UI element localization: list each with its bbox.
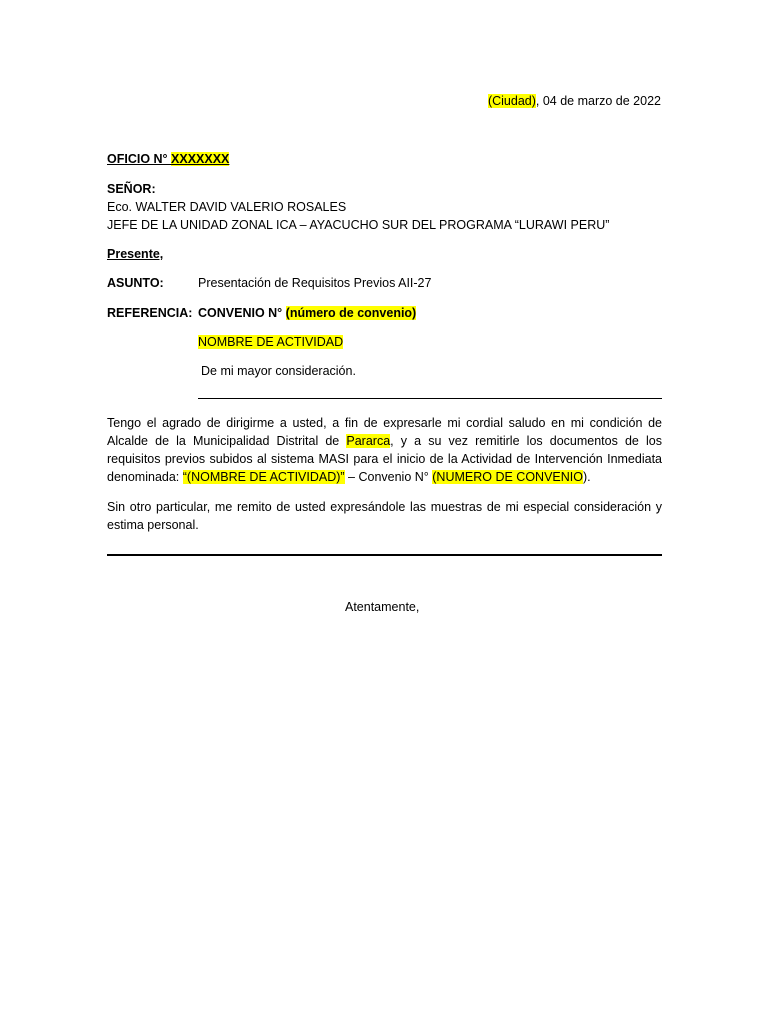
body-text: Tengo el agrado de dirigirme a usted, a fin de expresarle mi cordial saludo en mi condición de Alcalde de la Municipalidad Distrital de [107,416,662,448]
body-paragraph-1 [107,414,662,486]
referencia-actividad [198,334,343,350]
letter-salutation: De mi mayor consideración. [201,364,356,378]
body-text: , y a su vez remitirle los documentos de los requisitos previos subidos al sistema MASI para el inicio de la Actividad de Intervención Inmediata denominada: [107,434,662,484]
oficio-number-placeholder: XXXXXXX [171,152,230,166]
date-text: , 04 de marzo de 2022 [535,94,661,108]
activity-placeholder: “(NOMBRE DE ACTIVIDAD)” [182,470,345,484]
presente-text: Presente, [107,247,164,261]
divider-long [107,554,662,556]
referencia-convenio [198,305,416,321]
district-placeholder: Pararca [346,434,391,448]
asunto-label: ASUNTO: [107,276,164,290]
body-convenio-placeholder: (NUMERO DE CONVENIO [432,470,583,484]
convenio-number-placeholder: (número de convenio) [285,306,417,320]
oficio-heading [107,151,229,167]
asunto-value: Presentación de Requisitos Previos AII-27 [198,276,432,290]
closing-text: Atentamente, [345,600,420,614]
oficio-label: OFICIO N° [107,152,172,166]
body-text: – Convenio N° [344,470,433,484]
city-placeholder: (Ciudad) [487,94,536,108]
body-text: ). [582,470,591,484]
body-paragraph-2: Sin otro particular, me remito de usted expresándole las muestras de mi especial consideración y estima personal. [107,500,662,532]
referencia-label: REFERENCIA: [107,306,193,320]
date-line [488,93,661,109]
divider-short [198,398,662,399]
recipient-name: Eco. WALTER DAVID VALERIO ROSALES [107,200,347,214]
recipient-salutation: SEÑOR: [107,182,156,196]
convenio-label: CONVENIO N° [198,306,286,320]
actividad-placeholder: NOMBRE DE ACTIVIDAD [198,335,344,349]
recipient-title: JEFE DE LA UNIDAD ZONAL ICA – AYACUCHO SUR DEL PROGRAMA “LURAWI PERU” [107,218,610,232]
